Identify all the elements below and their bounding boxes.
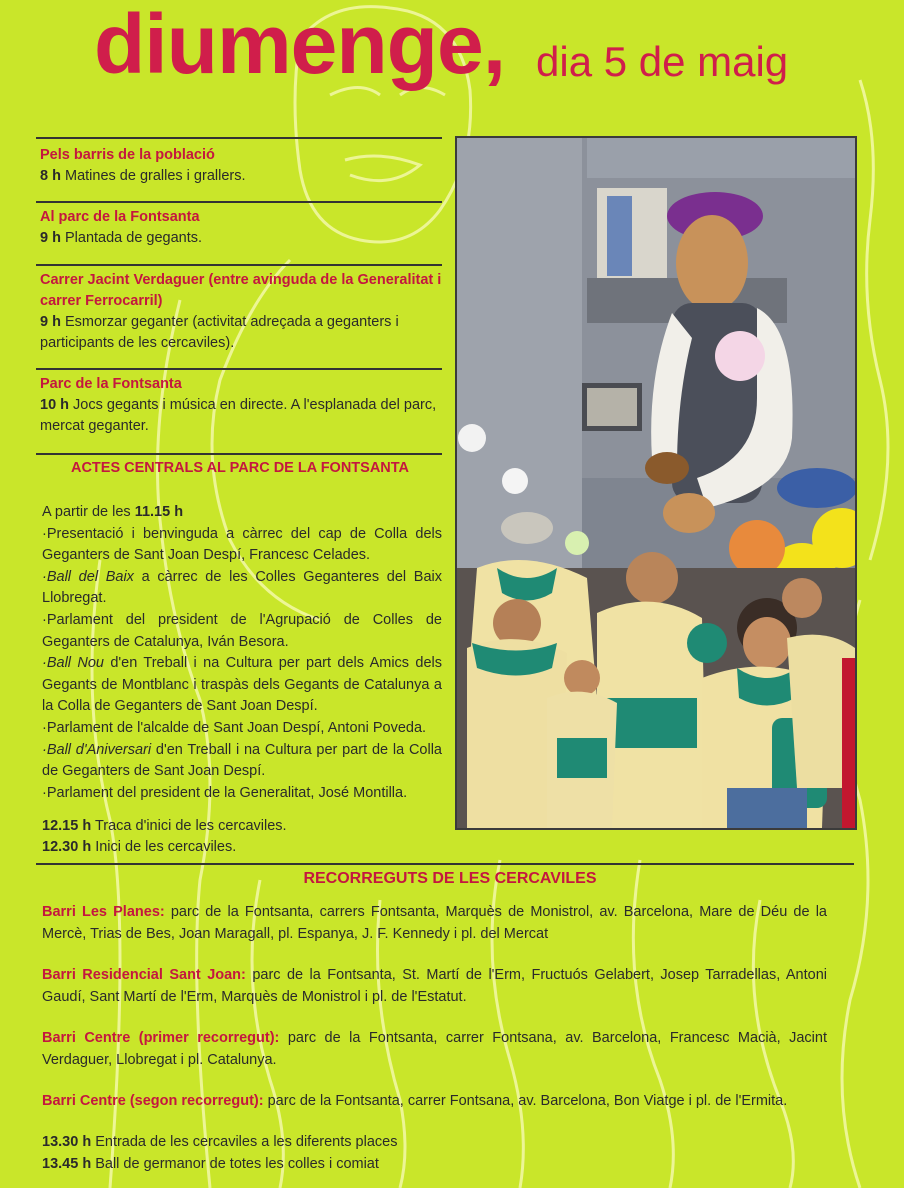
route-item [42,965,827,1008]
routes-heading: RECORREGUTS DE LES CERCAVILES [303,870,597,887]
item-text: ·Parlament del president de la Generalitat, José Montilla. [42,784,408,801]
central-item [42,567,442,610]
route-name: Barri Centre (primer recorregut): [42,1030,280,1046]
central-item [42,783,442,805]
later-time: 12.15 h [42,818,92,834]
schedule-text: Plantada de gegants. [64,230,203,246]
photo-illustration [457,138,855,828]
item-emphasis: ·Ball del Baix [42,568,134,585]
route-item [42,1028,827,1071]
item-text: d'en Treball i na Cultura per part dels Amics dels Gegants de Montblanc i traspàs dels Gegants de Catalunya a la Colla de Geganters de Sant Joan Despí. [42,655,442,715]
central-item [42,740,442,783]
later-time: 12.30 h [42,839,92,855]
schedule-time: 9 h [40,314,61,330]
item-text: a càrrec de les Colles Geganteres del Baix Llobregat. [42,568,442,607]
route-item [42,1091,827,1113]
schedule-text: Matines de gralles i grallers. [64,168,246,184]
central-item [42,524,442,567]
item-text: ·Parlament del president de l'Agrupació de Colles de Geganters de Catalunya, Iván Besora. [42,611,442,650]
later-text: Inici de les cercaviles. [95,839,237,855]
divider [36,201,442,203]
intro-time: 11.15 h [134,504,184,520]
giants-parade-photo [455,136,857,830]
schedule-location: Carrer Jacint Verdaguer (entre avinguda de la Generalitat i carrer Ferrocarril) [40,272,442,309]
schedule-text: Esmorzar geganter (activitat adreçada a geganters i participants de les cercaviles). [40,314,399,351]
final-time: 13.30 h [42,1134,92,1150]
central-item [42,610,442,653]
divider [36,863,854,865]
central-item [42,718,442,740]
schedule-item [40,207,444,249]
schedule-location: Parc de la Fontsanta [40,376,182,392]
central-acts-list [42,502,442,804]
schedule-item [40,270,444,354]
central-acts-heading: ACTES CENTRALS AL PARC DE LA FONTSANTA [70,460,410,476]
item-text: d'en Treball i na Cultura per part de la Colla de Geganters de Sant Joan Despí. [42,741,442,780]
later-text: Traca d'inici de les cercaviles. [94,818,287,834]
title-date: dia 5 de maig [536,38,789,85]
route-name: Barri Les Planes: [42,904,165,920]
divider [36,264,442,266]
cercaviles-times [42,816,442,858]
central-item [42,653,442,718]
schedule-time: 8 h [40,168,61,184]
divider [36,137,442,139]
item-emphasis: ·Ball Nou [42,655,104,672]
schedule-item [40,374,444,437]
final-text: Entrada de les cercaviles a les diferents places [95,1134,398,1150]
divider [36,453,442,455]
route-text: parc de la Fontsanta, carrer Fontsana, av. Barcelona, Bon Viatge i pl. de l'Ermita. [263,1093,788,1109]
closing-times [42,1132,397,1175]
central-intro [42,502,442,524]
title-day: diumenge, [94,0,506,91]
schedule-location: Pels barris de la població [40,147,215,163]
item-text: ·Presentació i benvinguda a càrrec del cap de Colla dels Geganters de Sant Joan Despí, Francesc Celades. [42,525,442,564]
route-text: parc de la Fontsanta, carrer Fontsana, av. Barcelona, Francesc Macià, Jacint Verdaguer, Llobregat i pl. Catalunya. [42,1030,827,1068]
intro-prefix: A partir de les [42,504,131,520]
final-time: 13.45 h [42,1155,92,1172]
route-name: Barri Residencial Sant Joan: [42,967,246,983]
schedule-text: Jocs gegants i música en directe. A l'esplanada del parc, mercat geganter. [40,397,437,434]
item-emphasis: ·Ball d'Aniversari [42,741,152,758]
schedule-item [40,145,444,187]
route-text: parc de la Fontsanta, St. Martí de l'Erm, Fructuós Gelabert, Josep Tarradellas, Antoni Gaudí, Sant Martí de l'Erm, Marquès de Monistrol i pl. de l'Estatut. [42,967,828,1005]
route-item [42,902,827,945]
schedule-time: 9 h [40,230,61,246]
divider [36,368,442,370]
route-name: Barri Centre (segon recorregut): [42,1093,264,1109]
route-text: parc de la Fontsanta, carrers Fontsanta, Marquès de Monistrol, av. Barcelona, Mare de Déu de la Mercè, Trias de Bes, Joan Maragall, pl. Espanya, J. F. Kennedy i pl. del Mercat [42,904,827,942]
schedule-time: 10 h [40,397,70,413]
final-text: Ball de germanor de totes les colles i comiat [95,1155,379,1172]
schedule-location: Al parc de la Fontsanta [40,209,200,225]
item-text: ·Parlament de l'alcalde de Sant Joan Despí, Antoni Poveda. [42,719,427,736]
